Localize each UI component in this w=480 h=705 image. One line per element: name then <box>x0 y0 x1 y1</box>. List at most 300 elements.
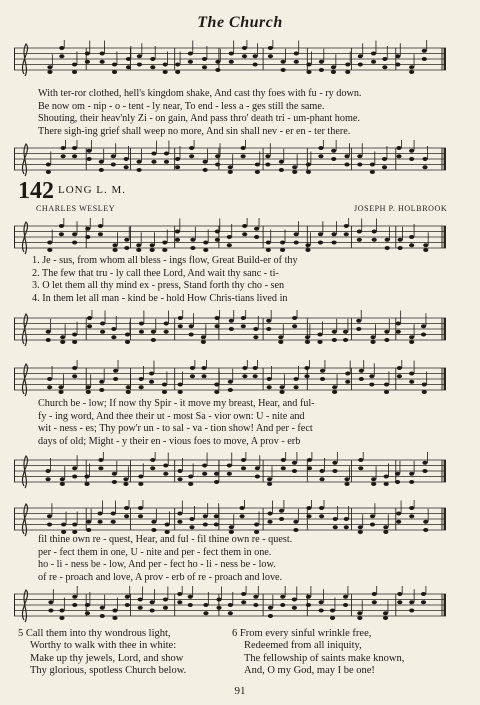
note-head <box>343 338 348 342</box>
note-head <box>47 385 52 389</box>
note-head <box>228 611 233 615</box>
verse-lyrics-block <box>32 255 438 305</box>
note-head <box>150 243 155 247</box>
note-head <box>150 57 155 61</box>
note-head <box>84 475 89 479</box>
note-head <box>423 248 428 252</box>
note-head <box>330 616 335 620</box>
note-head <box>98 224 103 228</box>
note-head <box>47 248 52 252</box>
note-head <box>384 475 389 479</box>
note-head <box>125 340 130 344</box>
note-head <box>241 316 246 320</box>
note-head <box>189 525 194 529</box>
tune-name: LONG L. M. <box>58 184 127 196</box>
note-head <box>86 528 91 532</box>
note-head <box>138 514 143 518</box>
note-head <box>215 324 220 328</box>
note-head <box>396 520 401 524</box>
note-head <box>188 475 193 479</box>
note-head <box>421 333 426 337</box>
note-head <box>266 319 271 323</box>
note-head <box>345 380 350 384</box>
note-head <box>59 232 64 236</box>
page-number: 91 <box>234 685 246 697</box>
note-head <box>357 230 362 234</box>
note-head <box>306 514 311 518</box>
note-head <box>294 232 299 236</box>
note-head <box>268 614 273 618</box>
note-head <box>254 235 259 239</box>
note-head <box>99 160 104 164</box>
note-head <box>384 338 389 342</box>
note-head <box>178 383 183 387</box>
note-head <box>267 520 272 524</box>
note-head <box>382 65 387 69</box>
note-head <box>163 63 168 67</box>
verse-lyrics-block <box>38 534 444 584</box>
note-head <box>383 616 388 620</box>
note-head <box>359 377 364 381</box>
note-head <box>125 595 130 599</box>
lyric-line: 3. O let them all thy mind ex - press, Stand forth thy cho - sen <box>32 280 285 292</box>
note-head <box>229 525 234 529</box>
note-head <box>175 165 180 169</box>
note-head <box>344 482 349 486</box>
note-head <box>175 230 180 234</box>
note-head <box>203 160 208 164</box>
note-head <box>280 248 285 252</box>
note-head <box>357 154 362 158</box>
note-head <box>281 466 286 470</box>
note-head <box>372 592 377 596</box>
note-head <box>203 611 208 615</box>
author-credit: CHARLES WESLEY <box>36 204 116 213</box>
note-head <box>48 600 53 604</box>
note-head <box>138 606 143 610</box>
note-head <box>266 327 271 331</box>
note-head <box>48 609 53 613</box>
note-head <box>98 466 103 470</box>
note-head <box>229 52 234 56</box>
note-head <box>253 335 258 339</box>
note-head <box>111 520 116 524</box>
note-head <box>215 68 220 72</box>
note-head <box>72 340 77 344</box>
note-head <box>189 517 194 521</box>
note-head <box>229 327 234 331</box>
note-head <box>372 230 377 234</box>
note-head <box>136 248 141 252</box>
note-head <box>138 598 143 602</box>
note-head <box>214 480 219 484</box>
note-head <box>423 528 428 532</box>
note-head <box>178 390 183 394</box>
note-head <box>279 517 284 521</box>
note-head <box>228 380 233 384</box>
note-head <box>293 520 298 524</box>
note-head <box>292 598 297 602</box>
note-head <box>267 385 272 389</box>
note-head <box>253 54 258 58</box>
note-head <box>371 482 376 486</box>
note-head <box>385 238 390 242</box>
note-head <box>320 369 325 373</box>
note-head <box>306 70 311 74</box>
note-head <box>126 385 131 389</box>
note-head <box>331 157 336 161</box>
note-head <box>46 170 51 174</box>
note-head <box>409 65 414 69</box>
note-head <box>397 600 402 604</box>
note-head <box>371 60 376 64</box>
note-head <box>318 232 323 236</box>
note-head <box>72 232 77 236</box>
note-head <box>345 63 350 67</box>
note-head <box>72 603 77 607</box>
note-head <box>46 338 51 342</box>
note-head <box>228 170 233 174</box>
note-head <box>409 149 414 153</box>
note-head <box>163 464 168 468</box>
note-head <box>395 472 400 476</box>
note-head <box>358 458 363 462</box>
note-head <box>396 322 401 326</box>
note-head <box>203 523 208 527</box>
note-head <box>227 243 232 247</box>
note-head <box>139 322 144 326</box>
note-head <box>112 472 117 476</box>
note-head <box>112 616 117 620</box>
note-head <box>58 385 63 389</box>
note-head <box>409 340 414 344</box>
note-head <box>150 609 155 613</box>
note-head <box>98 232 103 236</box>
note-head <box>151 152 156 156</box>
clef-icon <box>22 504 27 536</box>
note-head <box>268 54 273 58</box>
note-head <box>177 512 182 516</box>
note-head <box>214 383 219 387</box>
note-head <box>214 472 219 476</box>
note-head <box>201 374 206 378</box>
note-head <box>150 65 155 69</box>
note-head <box>332 385 337 389</box>
note-head <box>242 46 247 50</box>
note-head <box>72 146 77 150</box>
note-head <box>372 600 377 604</box>
note-head <box>227 464 232 468</box>
bass-staff <box>14 452 446 496</box>
note-head <box>85 60 90 64</box>
note-head <box>227 472 232 476</box>
note-head <box>268 606 273 610</box>
note-head <box>201 335 206 339</box>
note-head <box>162 390 167 394</box>
note-head <box>151 528 156 532</box>
note-head <box>59 54 64 58</box>
note-head <box>265 154 270 158</box>
note-head <box>332 461 337 465</box>
note-head <box>396 330 401 334</box>
note-head <box>409 506 414 510</box>
note-head <box>305 243 310 247</box>
note-head <box>279 385 284 389</box>
verse-line: And, O my God, may I be one! <box>244 664 375 676</box>
note-head <box>332 338 337 342</box>
note-head <box>278 335 283 339</box>
note-head <box>46 163 51 167</box>
note-head <box>241 592 246 596</box>
note-head <box>330 609 335 613</box>
note-head <box>151 520 156 524</box>
note-head <box>253 603 258 607</box>
verse-lyrics-block <box>38 88 444 138</box>
note-head <box>318 154 323 158</box>
note-head <box>175 157 180 161</box>
note-head <box>384 330 389 334</box>
note-head <box>331 65 336 69</box>
note-head <box>357 611 362 615</box>
note-head <box>137 168 142 172</box>
note-head <box>47 241 52 245</box>
clef-icon <box>22 364 27 396</box>
note-head <box>241 458 246 462</box>
lyric-line: Shouting, their heav'nly Zi - on gain, And pass thro' death tri - um-phant home. <box>38 113 360 125</box>
note-head <box>294 52 299 56</box>
note-head <box>281 68 286 72</box>
note-head <box>60 477 65 481</box>
note-head <box>72 241 77 245</box>
note-head <box>306 163 311 167</box>
note-head <box>58 390 63 394</box>
note-head <box>370 163 375 167</box>
note-head <box>293 385 298 389</box>
note-head <box>306 63 311 67</box>
note-head <box>177 477 182 481</box>
note-head <box>61 523 66 527</box>
note-head <box>358 466 363 470</box>
note-head <box>72 523 77 527</box>
note-head <box>304 374 309 378</box>
note-head <box>239 506 244 510</box>
note-head <box>177 592 182 596</box>
note-head <box>164 322 169 326</box>
note-head <box>293 377 298 381</box>
note-head <box>162 383 167 387</box>
note-head <box>111 163 116 167</box>
note-head <box>241 466 246 470</box>
hymn-number: 142 <box>18 178 54 204</box>
note-head <box>163 70 168 74</box>
note-head <box>382 157 387 161</box>
note-head <box>306 170 311 174</box>
note-head <box>294 60 299 64</box>
note-head <box>190 366 195 370</box>
note-head <box>241 146 246 150</box>
note-head <box>319 469 324 473</box>
note-head <box>409 480 414 484</box>
note-head <box>188 482 193 486</box>
note-head <box>306 595 311 599</box>
note-head <box>279 390 284 394</box>
note-head <box>358 525 363 529</box>
note-head <box>254 523 259 527</box>
note-head <box>100 322 105 326</box>
note-head <box>409 70 414 74</box>
note-head <box>47 65 52 69</box>
note-head <box>203 241 208 245</box>
note-head <box>356 327 361 331</box>
lyric-line: wit - ness - es; Thy pow'r un - to sal - va - tion show! And per - fect <box>38 423 313 435</box>
note-head <box>304 366 309 370</box>
note-head <box>216 606 221 610</box>
note-head <box>138 475 143 479</box>
note-head <box>369 383 374 387</box>
note-head <box>345 372 350 376</box>
note-head <box>397 366 402 370</box>
note-head <box>369 374 374 378</box>
note-head <box>384 383 389 387</box>
note-head <box>307 458 312 462</box>
clef-icon <box>22 456 27 488</box>
note-head <box>126 390 131 394</box>
note-head <box>100 330 105 334</box>
note-head <box>384 390 389 394</box>
note-head <box>242 232 247 236</box>
note-head <box>397 374 402 378</box>
clef-icon <box>22 44 27 76</box>
note-head <box>60 340 65 344</box>
note-head <box>332 330 337 334</box>
note-head <box>267 377 272 381</box>
note-head <box>47 523 52 527</box>
note-head <box>253 327 258 331</box>
note-head <box>164 152 169 156</box>
note-head <box>137 54 142 58</box>
note-head <box>343 330 348 334</box>
note-head <box>398 246 403 250</box>
note-head <box>138 506 143 510</box>
note-head <box>151 160 156 164</box>
note-head <box>331 232 336 236</box>
note-head <box>332 469 337 473</box>
lyric-line: per - fect them in one, U - nite and per - fect them in one. <box>38 546 272 558</box>
lyric-line: 4. In them let all man - kind be - hold How Chris-tians lived in <box>32 292 288 304</box>
note-head <box>397 592 402 596</box>
note-head <box>215 238 220 242</box>
note-head <box>382 165 387 169</box>
note-head <box>409 235 414 239</box>
verse-6 <box>232 628 442 677</box>
note-head <box>59 609 64 613</box>
note-head <box>319 600 324 604</box>
note-head <box>409 157 414 161</box>
note-head <box>242 374 247 378</box>
note-head <box>409 514 414 518</box>
note-head <box>100 614 105 618</box>
lyric-line: of re - proach and love, A prov - erb of re - proach and love. <box>38 571 283 583</box>
note-head <box>344 154 349 158</box>
note-head <box>423 520 428 524</box>
note-head <box>100 60 105 64</box>
bass-staff <box>14 586 446 630</box>
note-head <box>280 603 285 607</box>
note-head <box>201 340 206 344</box>
note-head <box>305 248 310 252</box>
verse-line: 6 From every sinful wrinkle free, <box>232 628 372 639</box>
note-head <box>293 528 298 532</box>
note-head <box>151 330 156 334</box>
note-head <box>162 241 167 245</box>
note-head <box>203 603 208 607</box>
note-head <box>344 232 349 236</box>
note-head <box>409 380 414 384</box>
note-head <box>111 327 116 331</box>
note-head <box>100 606 105 610</box>
note-head <box>139 385 144 389</box>
verse-line: Thy glorious, spotless Church below. <box>30 664 187 676</box>
note-head <box>61 154 66 158</box>
note-head <box>72 595 77 599</box>
note-head <box>178 324 183 328</box>
note-head <box>72 475 77 479</box>
note-head <box>422 49 427 53</box>
note-head <box>422 390 427 394</box>
note-head <box>421 324 426 328</box>
verse-line: 5 Call them into thy wondrous light, <box>18 628 171 639</box>
note-head <box>45 477 50 481</box>
note-head <box>189 146 194 150</box>
note-head <box>59 224 64 228</box>
note-head <box>255 170 260 174</box>
note-head <box>189 333 194 337</box>
note-head <box>150 458 155 462</box>
note-head <box>253 374 258 378</box>
note-head <box>86 390 91 394</box>
note-head <box>202 57 207 61</box>
note-head <box>409 243 414 247</box>
note-head <box>319 609 324 613</box>
note-head <box>112 248 117 252</box>
note-head <box>267 482 272 486</box>
note-head <box>385 246 390 250</box>
note-head <box>61 146 66 150</box>
note-head <box>371 477 376 481</box>
note-head <box>398 238 403 242</box>
clef-icon <box>22 144 27 176</box>
note-head <box>165 523 170 527</box>
note-head <box>72 63 77 67</box>
note-head <box>112 480 117 484</box>
note-head <box>47 514 52 518</box>
note-head <box>383 611 388 615</box>
note-head <box>344 477 349 481</box>
verse-line: Make up thy jewels, Lord, and show <box>30 652 184 664</box>
note-head <box>175 70 180 74</box>
note-head <box>138 482 143 486</box>
note-head <box>279 160 284 164</box>
note-head <box>292 469 297 473</box>
note-head <box>113 369 118 373</box>
note-head <box>396 146 401 150</box>
note-head <box>85 603 90 607</box>
note-head <box>280 595 285 599</box>
note-head <box>98 520 103 524</box>
note-head <box>292 316 297 320</box>
note-head <box>292 461 297 465</box>
note-head <box>86 385 91 389</box>
